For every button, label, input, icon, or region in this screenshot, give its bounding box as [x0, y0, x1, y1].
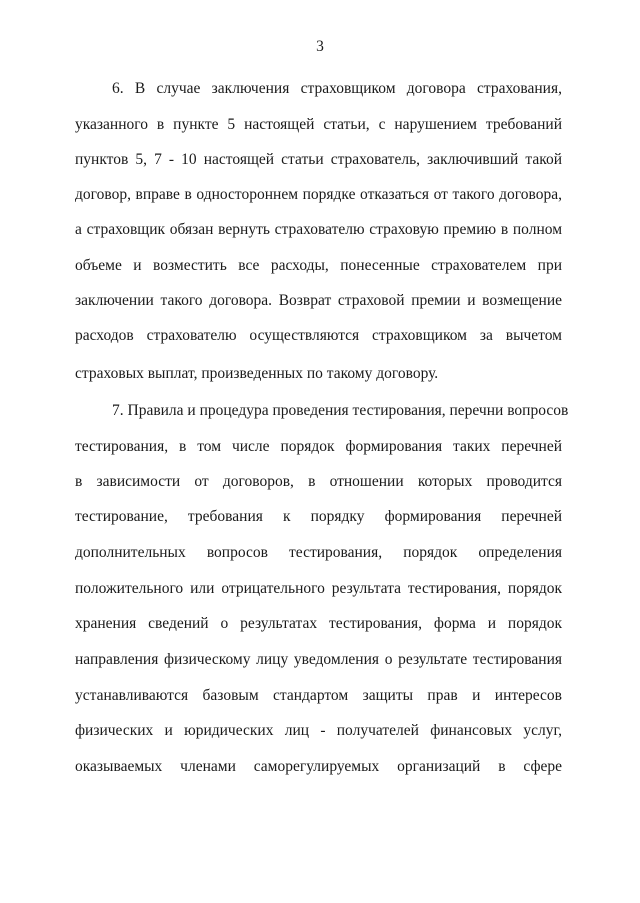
paragraph-line: 7. Правила и процедура проведения тестирования, перечни вопросов: [112, 402, 569, 419]
paragraph-line: пунктов 5, 7 - 10 настоящей статьи страхователь, заключивший такой: [75, 151, 562, 168]
paragraph-line: устанавливаются базовым стандартом защиты прав и интересов: [75, 687, 562, 704]
paragraph-line: заключении такого договора. Возврат страховой премии и возмещение: [75, 292, 562, 309]
paragraph-line: расходов страхователю осуществляются страховщиком за вычетом: [75, 327, 562, 344]
paragraph-line: оказываемых членами саморегулируемых организаций в сфере: [75, 758, 562, 775]
paragraph-line: указанного в пункте 5 настоящей статьи, с нарушением требований: [75, 116, 562, 133]
paragraph-line: хранения сведений о результатах тестирования, форма и порядок: [75, 615, 562, 632]
paragraph-line: объеме и возместить все расходы, понесенные страхователем при: [75, 257, 562, 274]
paragraph-line: договор, вправе в одностороннем порядке отказаться от такого договора,: [75, 186, 562, 203]
paragraph-line: тестирование, требования к порядку формирования перечней: [75, 508, 562, 525]
paragraph-line: тестирования, в том числе порядок формирования таких перечней: [75, 438, 562, 455]
paragraph-line: 6. В случае заключения страховщиком договора страхования,: [112, 80, 562, 97]
paragraph-line: положительного или отрицательного результата тестирования, порядок: [75, 580, 562, 597]
paragraph-line: дополнительных вопросов тестирования, порядок определения: [75, 544, 562, 561]
paragraph-line: а страховщик обязан вернуть страхователю страховую премию в полном: [75, 221, 562, 238]
page-number: 3: [316, 38, 324, 55]
paragraph-line: в зависимости от договоров, в отношении которых проводится: [75, 473, 562, 490]
paragraph-line: страховых выплат, произведенных по такому договору.: [75, 365, 439, 382]
paragraph-line: физических и юридических лиц - получателей финансовых услуг,: [75, 722, 562, 739]
paragraph-line: направления физическому лицу уведомления о результате тестирования: [75, 651, 562, 668]
